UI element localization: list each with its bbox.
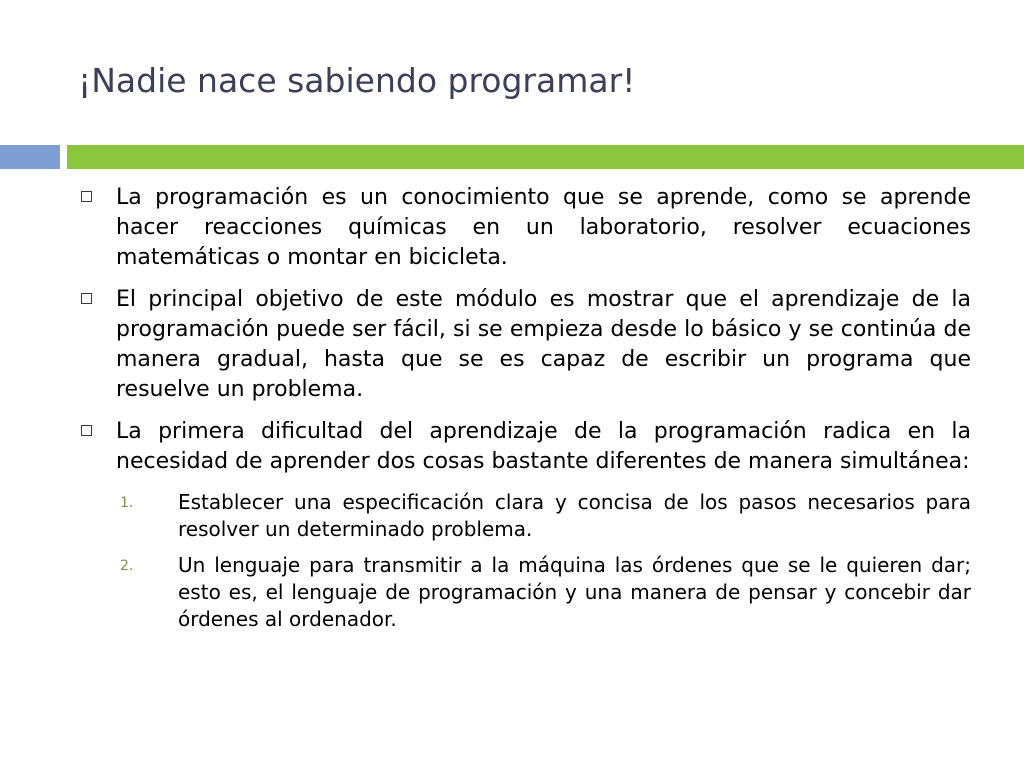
bullet-text: La programación es un conocimiento que se aprende, como se aprende hacer reacciones químicas en un laboratorio, resolver ecuaciones matemáticas o montar en bicicleta. — [116, 185, 971, 270]
hollow-square-bullet-icon — [81, 293, 92, 304]
bullet-item — [78, 417, 971, 477]
item-number: 1. — [120, 495, 134, 511]
numbered-item-text: Un lenguaje para transmitir a la máquina las órdenes que se le quieren dar; esto es, el lenguaje de programación y una manera de pensar y concebir dar órdenes al ordenador. — [178, 553, 971, 631]
bullet-text: El principal objetivo de este módulo es mostrar que el aprendizaje de la programación puede ser fácil, si se empieza desde lo básico y se continúa de manera gradual, hasta que se es capaz de escribir un programa que resuelve un problema. — [116, 287, 971, 402]
item-number: 2. — [120, 558, 134, 574]
bullet-text: La primera dificultad del aprendizaje de la programación radica en la necesidad de aprender dos cosas bastante diferentes de manera simultánea: — [116, 419, 971, 474]
numbered-item — [78, 489, 971, 543]
numbered-item-text: Establecer una especificación clara y concisa de los pasos necesarios para resolver un determinado problema. — [178, 490, 971, 541]
slide-title: ¡Nadie nace sabiendo programar! — [78, 61, 636, 100]
hollow-square-bullet-icon — [81, 425, 92, 436]
hollow-square-bullet-icon — [81, 191, 92, 202]
bullet-item — [78, 183, 971, 273]
header-band-green — [67, 145, 1024, 169]
header-band-blue — [0, 145, 60, 169]
slide-content — [78, 183, 971, 642]
bullet-item — [78, 285, 971, 405]
numbered-item — [78, 552, 971, 633]
